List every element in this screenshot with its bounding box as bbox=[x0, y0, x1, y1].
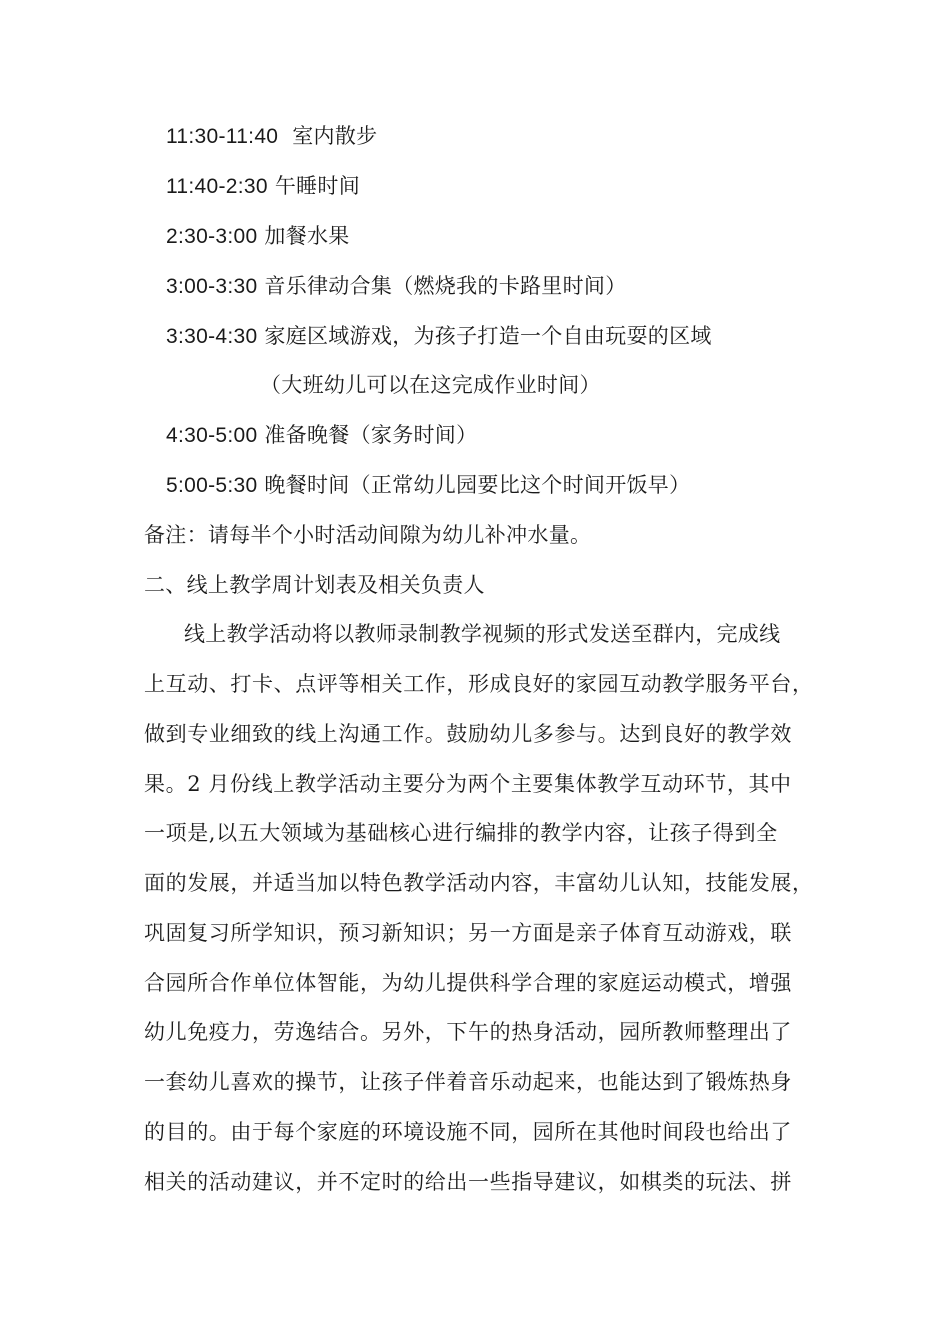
schedule-activity: 准备晚餐（家务时间） bbox=[257, 423, 478, 447]
paragraph-line: 相关的活动建议，并不定时的给出一些指导建议，如棋类的玩法、拼 bbox=[144, 1170, 792, 1194]
paragraph-line: 的目的。由于每个家庭的环境设施不同，园所在其他时间段也给出了 bbox=[144, 1120, 792, 1144]
paragraph-line: 一项是,以五大领域为基础核心进行编排的教学内容，让孩子得到全 bbox=[144, 821, 778, 845]
schedule-activity: 加餐水果 bbox=[257, 224, 350, 248]
schedule-time: 5:00-5:30 bbox=[166, 474, 258, 497]
paragraph-line: 做到专业细致的线上沟通工作。鼓励幼儿多参与。达到良好的教学效 bbox=[144, 722, 792, 746]
schedule-item bbox=[166, 271, 627, 302]
schedule-time: 11:40-2:30 bbox=[166, 175, 268, 198]
schedule-activity: 午睡时间 bbox=[267, 174, 361, 198]
section-heading: 二、线上教学周计划表及相关负责人 bbox=[144, 573, 485, 597]
paragraph-line: 合园所合作单位体智能，为幼儿提供科学合理的家庭运动模式，增强 bbox=[144, 971, 792, 995]
schedule-item bbox=[166, 221, 350, 252]
schedule-item-continuation bbox=[260, 370, 601, 400]
paragraph-line: 巩固复习所学知识，预习新知识；另一方面是亲子体育互动游戏，联 bbox=[144, 921, 792, 945]
schedule-time: 3:30-4:30 bbox=[166, 325, 258, 348]
paragraph-line: 幼儿免疫力，劳逸结合。另外，下午的热身活动，园所教师整理出了 bbox=[144, 1020, 792, 1044]
schedule-time: 3:00-3:30 bbox=[166, 275, 258, 298]
schedule-item bbox=[166, 121, 377, 152]
schedule-activity: 音乐律动合集（燃烧我的卡路里时间） bbox=[257, 274, 627, 298]
schedule-activity: 晚餐时间（正常幼儿园要比这个时间开饭早） bbox=[257, 473, 691, 497]
schedule-activity: 室内散步 bbox=[278, 124, 378, 148]
schedule-item bbox=[166, 171, 360, 202]
note-text: 备注：请每半个小时活动间隙为幼儿补冲水量。 bbox=[144, 523, 592, 547]
schedule-time: 11:30-11:40 bbox=[166, 125, 279, 148]
paragraph-line: 线上教学活动将以教师录制教学视频的形式发送至群内，完成线 bbox=[184, 622, 781, 646]
paragraph-line: 一套幼儿喜欢的操节，让孩子伴着音乐动起来，也能达到了锻炼热身 bbox=[144, 1070, 792, 1094]
schedule-item bbox=[166, 470, 690, 501]
schedule-item bbox=[166, 321, 712, 352]
paragraph-line: 上互动、打卡、点评等相关工作，形成良好的家园互动教学服务平台， bbox=[144, 672, 814, 696]
schedule-activity: （大班幼儿可以在这完成作业时间） bbox=[260, 373, 601, 397]
paragraph-line: 果。2 月份线上教学活动主要分为两个主要集体教学互动环节，其中 bbox=[144, 772, 792, 796]
schedule-time: 2:30-3:00 bbox=[166, 225, 258, 248]
schedule-time: 4:30-5:00 bbox=[166, 424, 258, 447]
schedule-item bbox=[166, 420, 477, 451]
schedule-activity: 家庭区域游戏，为孩子打造一个自由玩耍的区域 bbox=[257, 324, 712, 348]
paragraph-line: 面的发展，并适当加以特色教学活动内容，丰富幼儿认知，技能发展， bbox=[144, 871, 814, 895]
